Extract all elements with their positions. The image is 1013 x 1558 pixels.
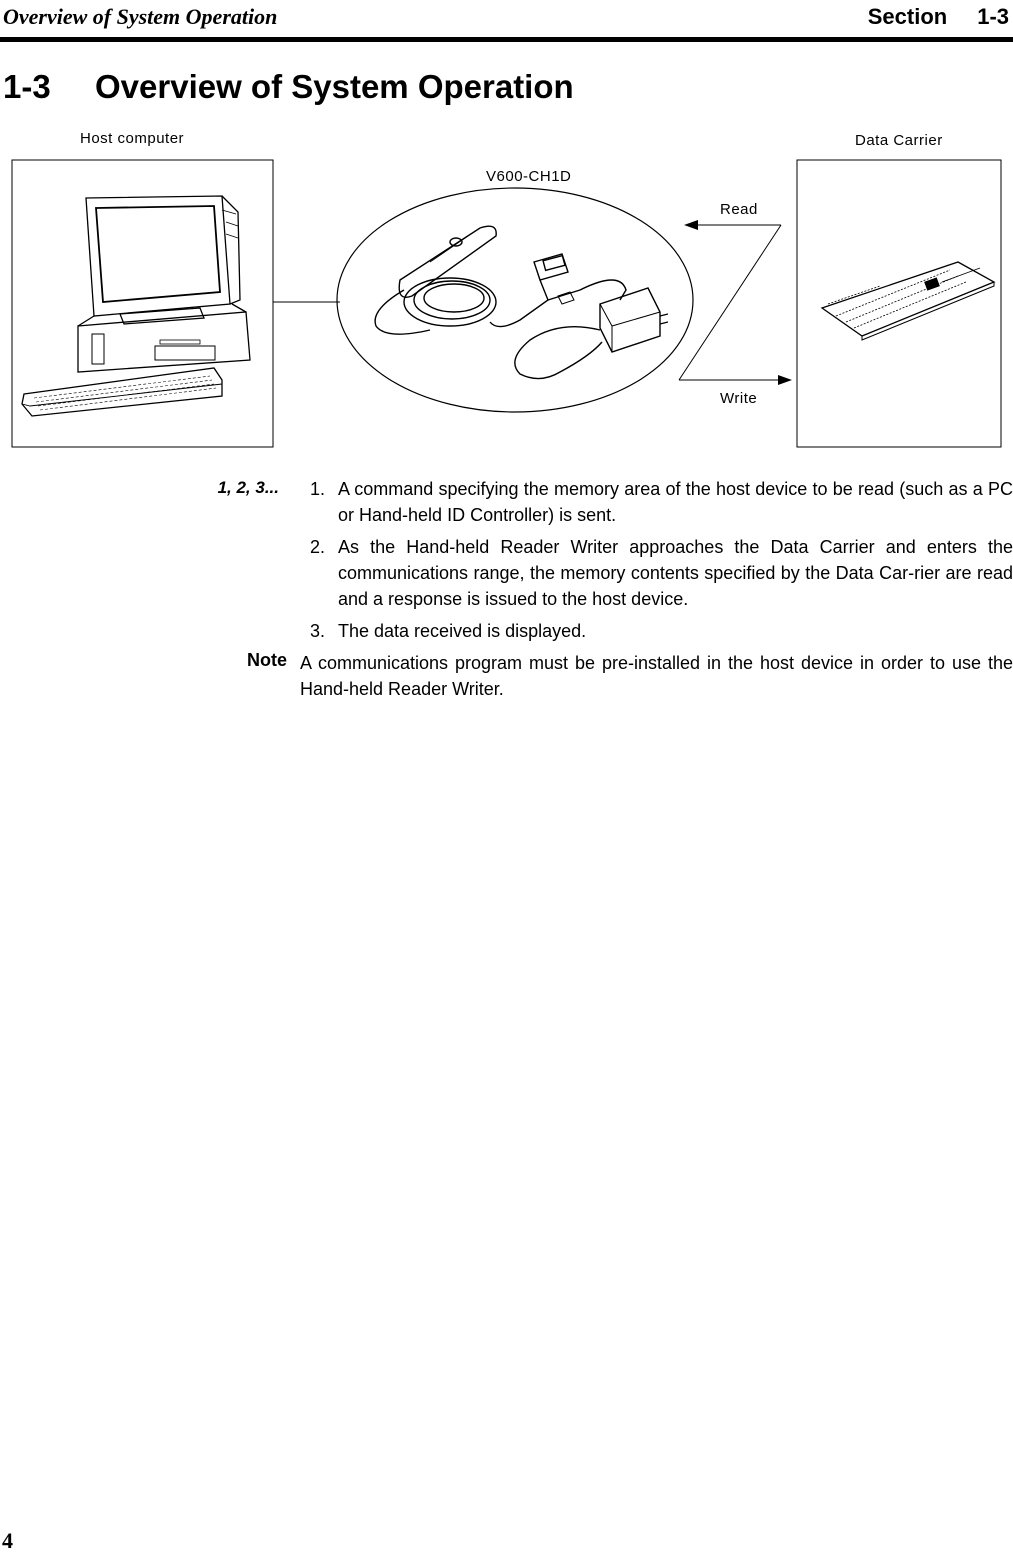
step-number: 2. <box>310 537 326 557</box>
data-carrier-label: Data Carrier <box>855 132 943 149</box>
section-number: 1-3 <box>977 4 1009 29</box>
step-number: 3. <box>310 621 326 641</box>
step-text: The data received is displayed. <box>338 621 587 641</box>
step-number: 1. <box>310 479 326 499</box>
section-word: Section <box>867 4 948 29</box>
step-item <box>310 618 1013 644</box>
data-carrier-card <box>822 262 994 340</box>
section-heading-text: Overview of System Operation <box>95 68 574 105</box>
data-carrier-box <box>797 160 1001 447</box>
step-text: A command specifying the memory area of the host device to be read (such as a PC or Hand-held ID Controller) is sent. <box>338 479 1013 525</box>
step-text: As the Hand-held Reader Writer approaches the Data Carrier and enters the communications range, the memory contents specified by the Data Car-rier are read and a response is issued to the host device. <box>338 537 1013 609</box>
step-item <box>310 476 1013 528</box>
computer-illustration <box>22 196 250 416</box>
steps-label: 1, 2, 3... <box>217 478 279 497</box>
page-number: 4 <box>2 1528 13 1553</box>
write-label: Write <box>720 390 758 407</box>
read-write-lines <box>679 225 781 380</box>
note-label: Note <box>247 650 287 670</box>
reader-model-label: V600-CH1D <box>486 168 572 185</box>
write-arrow-head <box>778 375 792 385</box>
reader-ellipse <box>337 188 693 412</box>
read-arrow-head <box>684 220 698 230</box>
system-diagram <box>0 0 1013 460</box>
note-text: A communications program must be pre-installed in the host device in order to use the Hand-held Reader Writer. <box>300 653 1013 699</box>
keyboard-keys <box>34 376 216 410</box>
read-label: Read <box>720 201 758 218</box>
steps-list <box>310 476 1013 650</box>
host-computer-label: Host computer <box>80 130 185 147</box>
reader-writer-illustration <box>375 226 668 378</box>
section-heading-number: 1-3 <box>3 68 51 105</box>
step-item <box>310 534 1013 612</box>
running-header-title: Overview of System Operation <box>3 4 278 29</box>
